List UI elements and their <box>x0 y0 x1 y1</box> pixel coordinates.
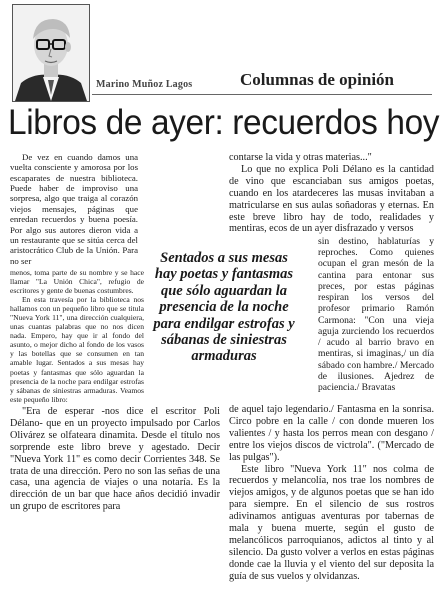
article-right-column-top <box>229 152 434 235</box>
article-right-column-bottom <box>229 404 434 583</box>
paragraph: Este libro "Nueva York 11" nos colma de recuerdos y melancolía, nos trae los nombres de viejos amigos, y de algunos poetas que se han ido para siempre. En el silencio de sus rostros adivinamos antiguas aventuras por tabernas de mala y buena muerte, según el gusto de melancólicos parroquianos, adictos al tinto y al silencio. Da gusto volver a verlos en estas páginas donde cae la lluvia y el viento del sur deposita la guía de sus vuelos y olvidanzas. <box>229 463 434 582</box>
paragraph: "Era de esperar -nos dice el escritor Poli Délano- que en un proyecto impulsado por Carlos Olivárez se olfateara dinamita. Desde el título nos sorprende este libro breve y agestado. Decir "Nueva York 11" es como decir Corrientes 348. Se trata de una dirección. Pero no son las señas de una casa, una agencia de viajes o una notaría. Es la dirección de un bar que hace años decidió invadir un grupo de escritores para <box>10 406 220 513</box>
article-right-narrow-column <box>318 236 434 393</box>
section-title: Columnas de opinión <box>240 70 394 89</box>
header-divider <box>92 94 432 95</box>
paragraph: Lo que no explica Poli Délano es la cantidad de vino que escanciaban sus amigos poetas, cuando en los atardeceres las musas invitaban a matricularse en sus aulas soñadoras y eternas. En este breve libro hay de todo, realidades y mentiras, ecos de un ayer disfrazado y versos <box>229 163 434 235</box>
author-portrait-image <box>13 5 89 101</box>
paragraph: En esta travesía por la biblioteca nos hallamos con un pequeño libro que se titula "Nueva York 11", una dirección cualquiera, unas cuantas palabras que no nos dicen nada. Empero, hay que ir al fondo del asunto, o mejor dicho al fondo de los vasos y las botellas que se consumen en tan amable lugar. Sentados a sus mesas hay poetas y fantasmas que sólo aguardan la presencia de la noche para endilgar estrofas y sábanas de siniestras armaduras. Veamos este pequeño libro: <box>10 295 144 404</box>
paragraph: menos, toma parte de su nombre y se hace llamar "La Unión Chica", refugio de escritores y gente de buenas costumbres. <box>10 268 144 296</box>
pull-quote: Sentados a sus mesas hay poetas y fantasmas que sólo aguardan la presencia de la noche para endilgar estrofas y sábanas de siniestras armaduras <box>153 250 295 365</box>
author-photo <box>12 4 90 102</box>
article-left-column-mid <box>10 268 144 404</box>
paragraph: De vez en cuando damos una vuelta consciente y amorosa por los escaparates de nuestra biblioteca. Puede haber de improviso una sorpresa, algo que traiga al corazón viejos mensajes, páginas que enredan recuerdos y buena poesía. Por algo sus autores dieron vida a un restaurante que se sitúa cerca del aristocrático Club de la Unión. Para no ser <box>10 152 138 266</box>
article-left-column-lower <box>10 406 220 513</box>
paragraph: contarse la vida y otras materias..." <box>229 152 372 163</box>
author-byline: Marino Muñoz Lagos <box>96 79 193 90</box>
paragraph: sin destino, hablaturías y reproches. Como quienes ocupan el gran mesón de la cantina para entonar sus preces, por estas páginas respiran los versos del profesor primario Ramón Carmona: "Con una vieja aguja zurciendo los recuerdos / acudo al barrio bravo en mentiras, si imaginas,/ un día sábado con hambre./ Mercado de ilusiones. Ajedrez de paciencia./ Bravatas <box>318 236 434 394</box>
paragraph: de aquel tajo legendario./ Fantasma en la sonrisa. Circo pobre en la calle / con donde mueren los valientes / y hasta los perros mean con desgano / entre los viejos discos de victrola". ("Mercado de las pulgas"). <box>229 404 434 463</box>
article-left-column <box>10 152 220 266</box>
article-headline: Libros de ayer: recuerdos hoy <box>8 103 440 142</box>
